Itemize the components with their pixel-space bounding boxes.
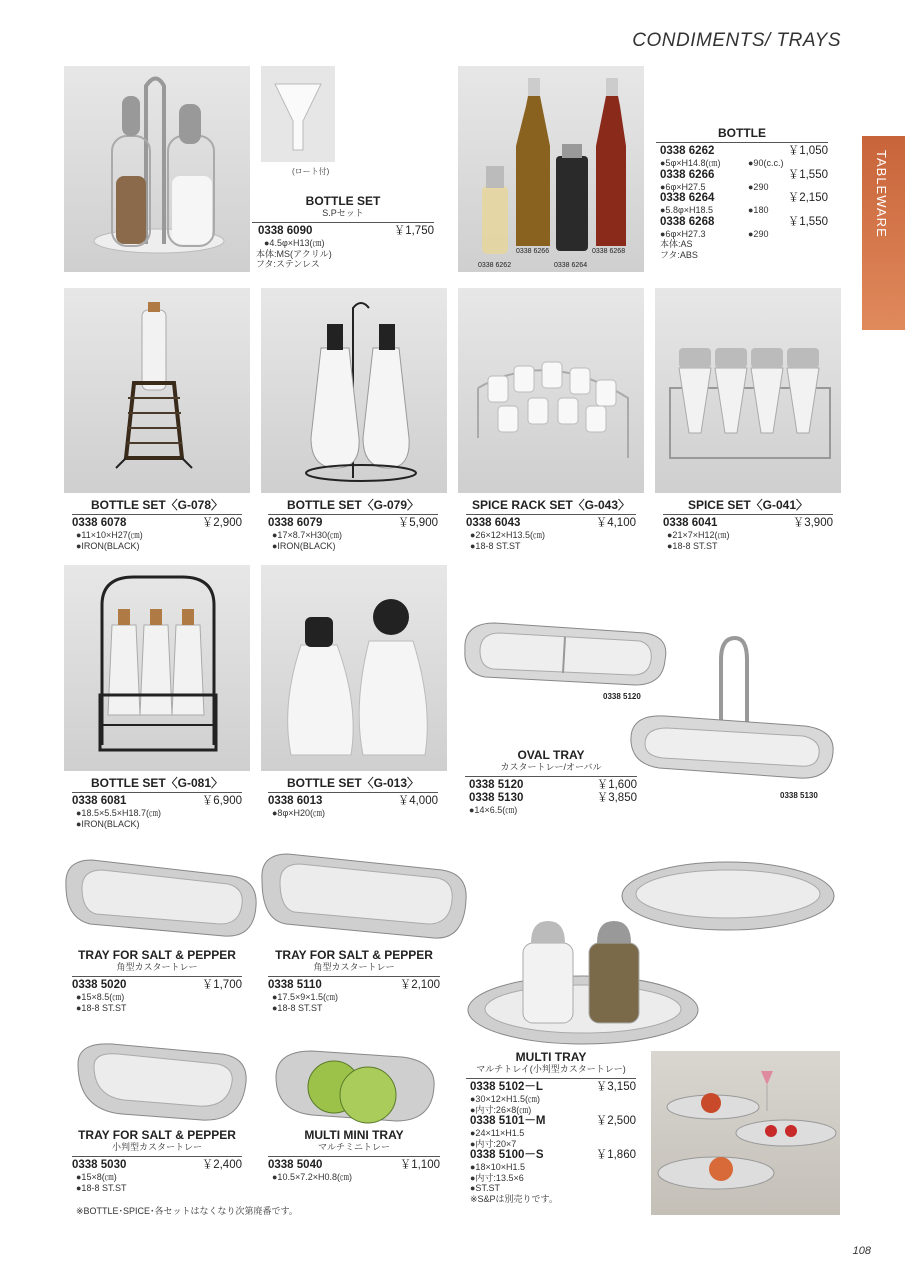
tray-5040-image: [272, 1043, 440, 1127]
product-code: 0338 6078: [72, 517, 127, 529]
product-detail: フタ:ABS: [660, 249, 698, 260]
bottle-set-sp-photo: [64, 66, 250, 272]
product-detail: ●6φ×H27.5: [660, 181, 706, 192]
product-code: 0338 5130: [469, 792, 524, 804]
product-price: ￥1,550: [787, 168, 828, 181]
product-detail: ●14×6.5(㎝): [469, 805, 518, 815]
product-detail: ●5.8φ×H18.5: [660, 205, 714, 215]
product-code: 0338 6081: [72, 795, 127, 807]
g079-photo: [261, 288, 447, 493]
product-detail: ●4.5φ×H13(㎝): [264, 238, 325, 248]
product-price: ￥1,100: [399, 1159, 440, 1171]
product-subname: S.Pセット: [322, 208, 364, 218]
product-price: ￥1,860: [595, 1149, 636, 1161]
product-price: ￥2,150: [787, 192, 828, 204]
bottle-set-sp-block: [252, 196, 434, 270]
page-title: CONDIMENTS/ TRAYS: [632, 30, 841, 51]
funnel-photo: [261, 66, 335, 162]
product-price: ￥1,700: [201, 979, 242, 991]
product-detail: ●30×12×H1.5(㎝): [470, 1094, 540, 1104]
product-price: ￥1,050: [787, 145, 828, 157]
product-detail: ●17×8.7×H30(㎝): [272, 530, 342, 540]
product-detail: ●内寸:13.5×6: [470, 1172, 524, 1183]
section-tab-label: TABLEWARE: [874, 150, 889, 238]
oval-tray-5130-image: [625, 630, 837, 798]
g041-photo: [655, 288, 841, 493]
product-code: 0338 6043: [466, 517, 521, 529]
product-detail: ●ST.ST: [470, 1183, 500, 1193]
product-price: ￥5,900: [397, 517, 438, 529]
product-price: ￥2,100: [399, 979, 440, 991]
product-detail: ●180: [748, 205, 769, 215]
tray-5030-image: [72, 1040, 252, 1126]
g043-block: [466, 500, 636, 551]
oval-tray-caption: 0338 5130: [780, 791, 818, 800]
product-detail: ●内寸:20×7: [470, 1138, 517, 1149]
product-price: ￥4,100: [595, 517, 636, 529]
product-name: MULTI TRAY: [515, 1050, 587, 1064]
product-subname: マルチミニトレー: [317, 1142, 390, 1152]
product-code: 0338 5030: [72, 1159, 127, 1171]
product-code: 0338 5120: [469, 779, 524, 791]
product-price: ￥1,600: [596, 779, 637, 791]
tray-5030-block: [72, 1130, 242, 1193]
product-note: ※S&Pは別売りです。: [470, 1193, 558, 1204]
product-detail: ●18-8 ST.ST: [76, 1002, 127, 1013]
product-detail: ●290: [748, 228, 769, 239]
product-subname: 小判型カスタートレー: [111, 1142, 202, 1152]
product-name: BOTTLE: [718, 126, 766, 140]
product-detail: ●24×11×H1.5: [470, 1128, 525, 1138]
product-code: 0338 5040: [268, 1159, 323, 1171]
g081-photo: [64, 565, 250, 771]
product-code: 0338 6264: [660, 192, 715, 204]
product-detail: ●IRON(BLACK): [76, 540, 140, 551]
product-detail: ●18-8 ST.ST: [470, 540, 521, 551]
product-detail: ●26×12×H13.5(㎝): [470, 530, 545, 540]
product-code: 0338 6013: [268, 795, 323, 807]
multi-tray-food-photo: [651, 1051, 840, 1215]
product-name: TRAY FOR SALT & PEPPER: [78, 1128, 236, 1142]
product-detail: ●290: [748, 181, 769, 192]
product-detail: ●15×8(㎝): [76, 1172, 117, 1182]
product-detail: ●18-8 ST.ST: [76, 1182, 127, 1193]
product-price: ￥1,550: [787, 215, 828, 228]
product-detail: ●内寸:26×8(㎝): [470, 1104, 532, 1115]
product-name: MULTI MINI TRAY: [304, 1128, 404, 1142]
photo-label: 0338 6266: [516, 248, 550, 255]
tray-5040-block: [268, 1130, 440, 1183]
product-detail: ●18×10×H1.5: [470, 1162, 525, 1172]
product-detail: ●IRON(BLACK): [76, 818, 140, 829]
product-code: 0338 5110: [268, 979, 322, 991]
product-code: 0338 5100－S: [470, 1149, 544, 1161]
footnote: ※BOTTLE･SPICE･各セットはなくなり次第廃番です。: [76, 1206, 298, 1216]
product-name: BOTTLE SET〈G-081〉: [90, 776, 224, 790]
product-detail: ●17.5×9×1.5(㎝): [272, 992, 338, 1002]
product-code: 0338 5020: [72, 979, 127, 991]
product-detail: ●11×10×H27(㎝): [76, 530, 143, 540]
product-price: ￥2,400: [201, 1159, 242, 1171]
bottle-block: [656, 128, 828, 260]
tray-5020-image: [62, 856, 260, 942]
product-detail: ●6φ×H27.3: [660, 228, 706, 239]
product-price: ￥2,500: [595, 1115, 636, 1127]
product-name: TRAY FOR SALT & PEPPER: [78, 948, 236, 962]
product-detail: ●18-8 ST.ST: [667, 540, 718, 551]
product-price: ￥6,900: [201, 795, 242, 807]
tray-5020-block: [72, 950, 242, 1013]
multi-tray-image: [465, 915, 705, 1047]
product-subname: 角型カスタートレー: [116, 962, 198, 972]
product-name: TRAY FOR SALT & PEPPER: [275, 948, 433, 962]
product-code: 0338 5101－M: [470, 1115, 546, 1127]
photo-label: 0338 6262: [478, 262, 512, 269]
funnel-caption: (ロート付): [292, 167, 330, 176]
g043-photo: [458, 288, 644, 493]
product-code: 0338 6090: [258, 225, 313, 237]
oval-tray-caption: 0338 5120: [603, 692, 641, 701]
product-code: 0338 5102－L: [470, 1081, 543, 1093]
g081-block: [72, 778, 242, 829]
product-price: ￥3,150: [595, 1081, 636, 1093]
product-code: 0338 6262: [660, 145, 715, 157]
bottle-photo: [458, 66, 644, 272]
photo-label: 0338 6268: [592, 248, 626, 255]
product-detail: フタ:ステンレス: [256, 259, 320, 269]
product-subname: 角型カスタートレー: [313, 962, 395, 972]
product-name: BOTTLE SET〈G-078〉: [90, 498, 224, 512]
product-code: 0338 6268: [660, 215, 715, 228]
product-detail: ●18-8 ST.ST: [272, 1002, 323, 1013]
product-price: ￥2,900: [201, 517, 242, 529]
product-price: ￥3,900: [792, 517, 833, 529]
product-code: 0338 6266: [660, 168, 715, 181]
product-detail: ●21×7×H12(㎝): [667, 530, 730, 540]
g013-photo: [261, 565, 447, 771]
g078-block: [72, 500, 242, 551]
product-name: OVAL TRAY: [517, 748, 585, 762]
product-detail: ●15×8.5(㎝): [76, 992, 125, 1002]
multi-tray-block: [466, 1052, 636, 1204]
product-code: 0338 6079: [268, 517, 323, 529]
page-number: 108: [852, 1245, 871, 1257]
product-detail: ●18.5×5.5×H18.7(㎝): [76, 808, 161, 818]
g041-block: [663, 500, 833, 551]
product-detail: 本体:AS: [660, 239, 693, 249]
oval-tray-block: [465, 750, 637, 816]
product-subname: マルチトレイ(小判型カスタートレー): [476, 1064, 626, 1074]
product-detail: ●90(c.c.): [748, 158, 784, 168]
tray-5110-block: [268, 950, 440, 1013]
product-price: ￥3,850: [596, 792, 637, 804]
product-detail: 本体:MS(アクリル): [256, 248, 332, 259]
section-tab: [862, 136, 905, 330]
product-code: 0338 6041: [663, 517, 718, 529]
product-name: SPICE SET〈G-041〉: [687, 498, 809, 512]
product-detail: ●10.5×7.2×H0.8(㎝): [272, 1172, 352, 1182]
g013-block: [268, 778, 438, 819]
product-name: BOTTLE SET〈G-079〉: [286, 498, 420, 512]
product-detail: ●5φ×H14.8(㎝): [660, 158, 721, 168]
g078-photo: [64, 288, 250, 493]
photo-label: 0338 6264: [554, 262, 588, 269]
product-name: BOTTLE SET〈G-013〉: [286, 776, 420, 790]
product-price: ￥4,000: [397, 795, 438, 807]
product-price: ￥1,750: [393, 225, 434, 237]
g079-block: [268, 500, 438, 551]
tray-5110-image: [258, 850, 471, 944]
product-name: SPICE RACK SET〈G-043〉: [471, 498, 631, 512]
product-detail: ●IRON(BLACK): [272, 540, 336, 551]
product-name: BOTTLE SET: [305, 194, 381, 208]
product-detail: ●8φ×H20(㎝): [272, 808, 326, 818]
product-subname: カスタートレー/オーバル: [500, 762, 602, 772]
